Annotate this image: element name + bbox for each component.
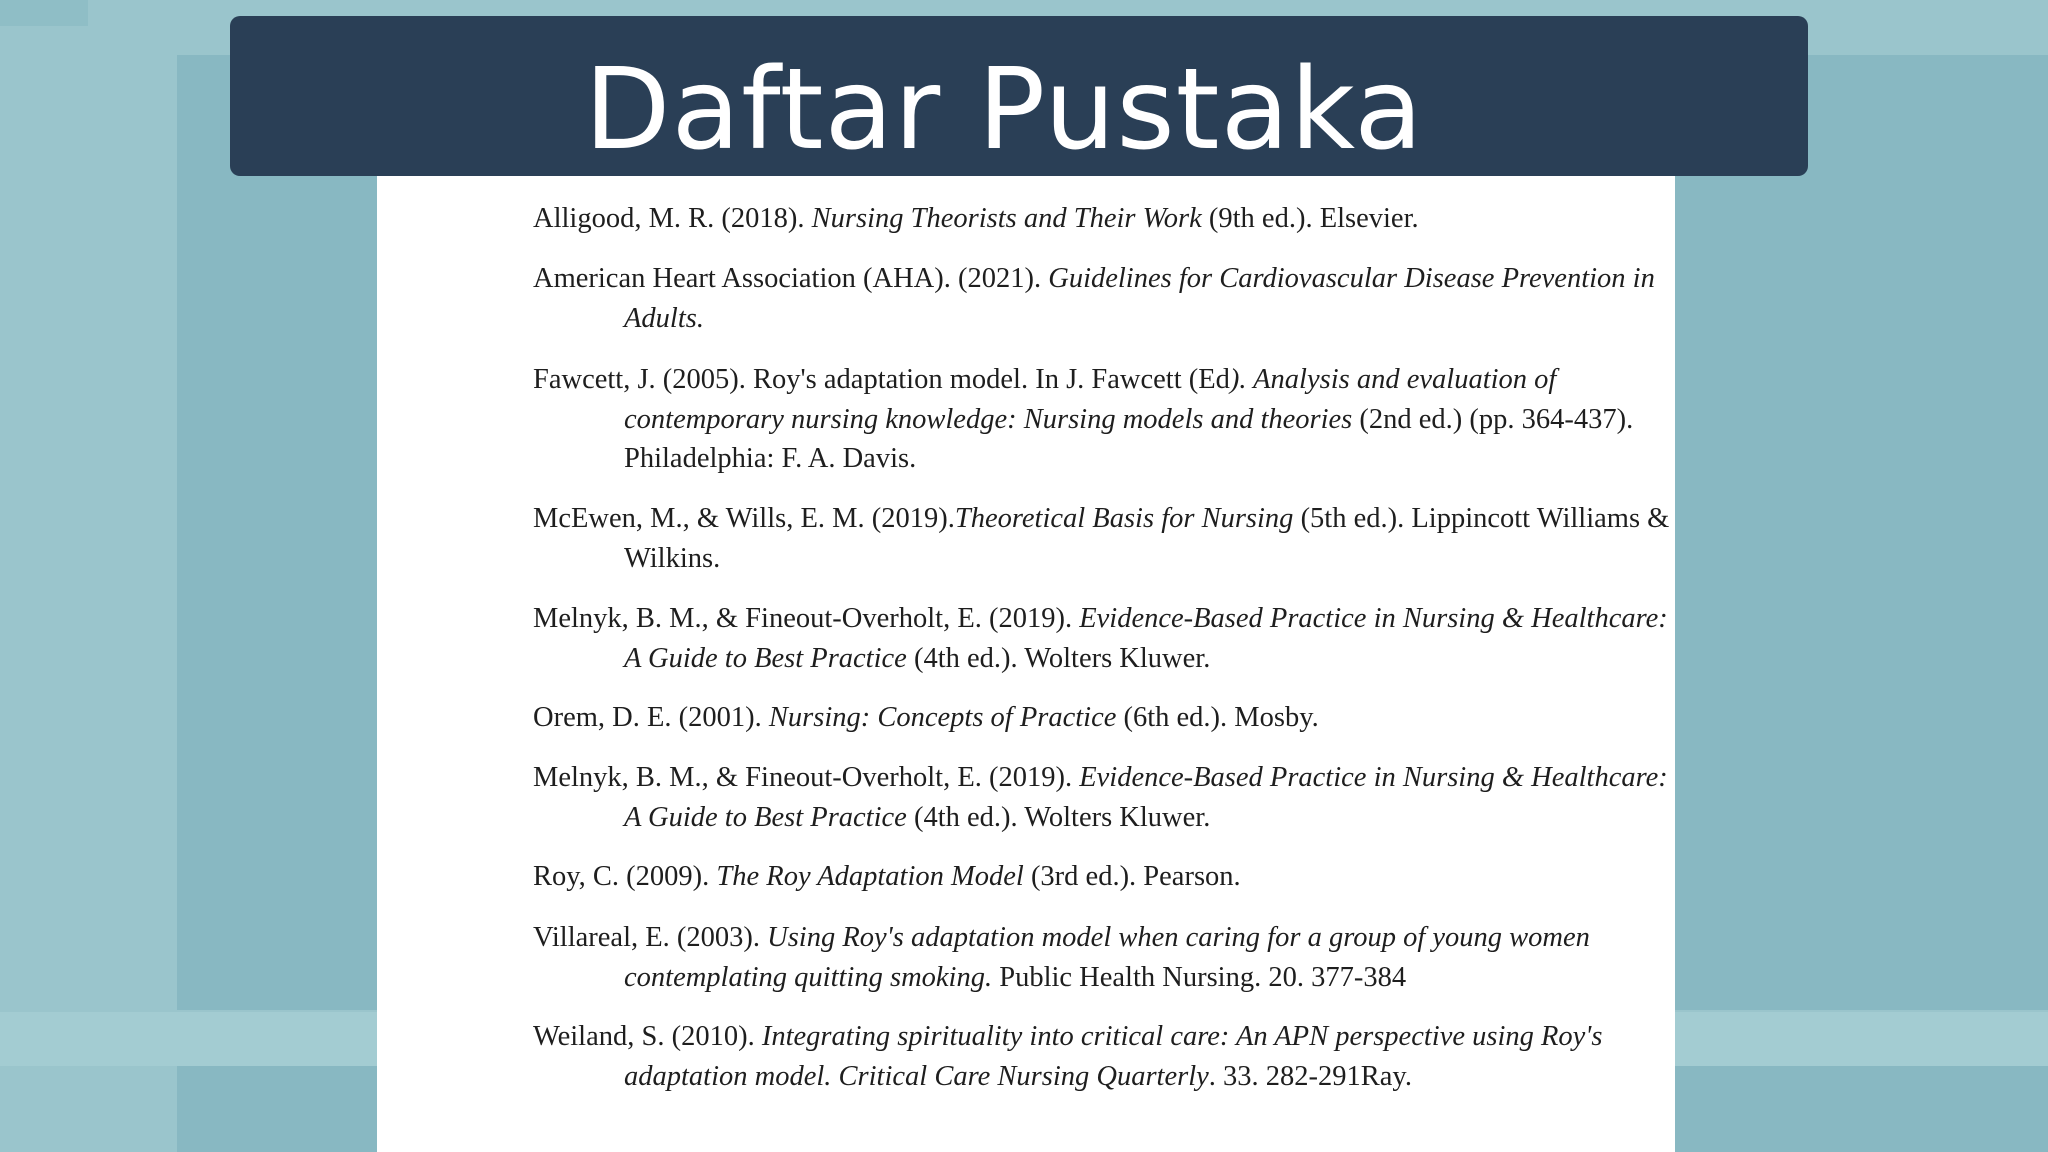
reference-item: Villareal, E. (2003). Using Roy's adaptation model when caring for a group of young women contemplating quitting smoking. Public Health Nursing. 20. 377-384 <box>533 922 1590 993</box>
reference-item: Orem, D. E. (2001). Nursing: Concepts of Practice (6th ed.). Mosby. <box>533 702 1319 733</box>
reference-item: American Heart Association (AHA). (2021). Guidelines for Cardiovascular Disease Prevention in Adults. <box>533 263 1655 334</box>
reference-item: Weiland, S. (2010). Integrating spirituality into critical care: An APN perspective using Roy's adaptation model. Critical Care Nursing Quarterly. 33. 282-291Ray. <box>533 1021 1603 1092</box>
reference-item: Melnyk, B. M., & Fineout-Overholt, E. (2019). Evidence-Based Practice in Nursing & Healthcare: A Guide to Best Practice (4th ed.). Wolters Kluwer. <box>533 762 1668 833</box>
background-block <box>0 0 88 26</box>
reference-item: Melnyk, B. M., & Fineout-Overholt, E. (2019). Evidence-Based Practice in Nursing & Healthcare: A Guide to Best Practice (4th ed.). Wolters Kluwer. <box>533 603 1668 674</box>
slide-title: Daftar Pustaka <box>584 45 1424 175</box>
reference-item: McEwen, M., & Wills, E. M. (2019).Theoretical Basis for Nursing (5th ed.). Lippincott Williams & Wilkins. <box>533 503 1670 574</box>
reference-item: Alligood, M. R. (2018). Nursing Theorists and Their Work (9th ed.). Elsevier. <box>533 203 1419 234</box>
reference-item: Fawcett, J. (2005). Roy's adaptation model. In J. Fawcett (Ed). Analysis and evaluation of contemporary nursing knowledge: Nursing models and theories (2nd ed.) (pp. 364-437). Philadelphia: F. A. Davis. <box>533 364 1634 474</box>
title-banner <box>230 16 1808 176</box>
reference-item: Roy, C. (2009). The Roy Adaptation Model (3rd ed.). Pearson. <box>533 861 1241 892</box>
